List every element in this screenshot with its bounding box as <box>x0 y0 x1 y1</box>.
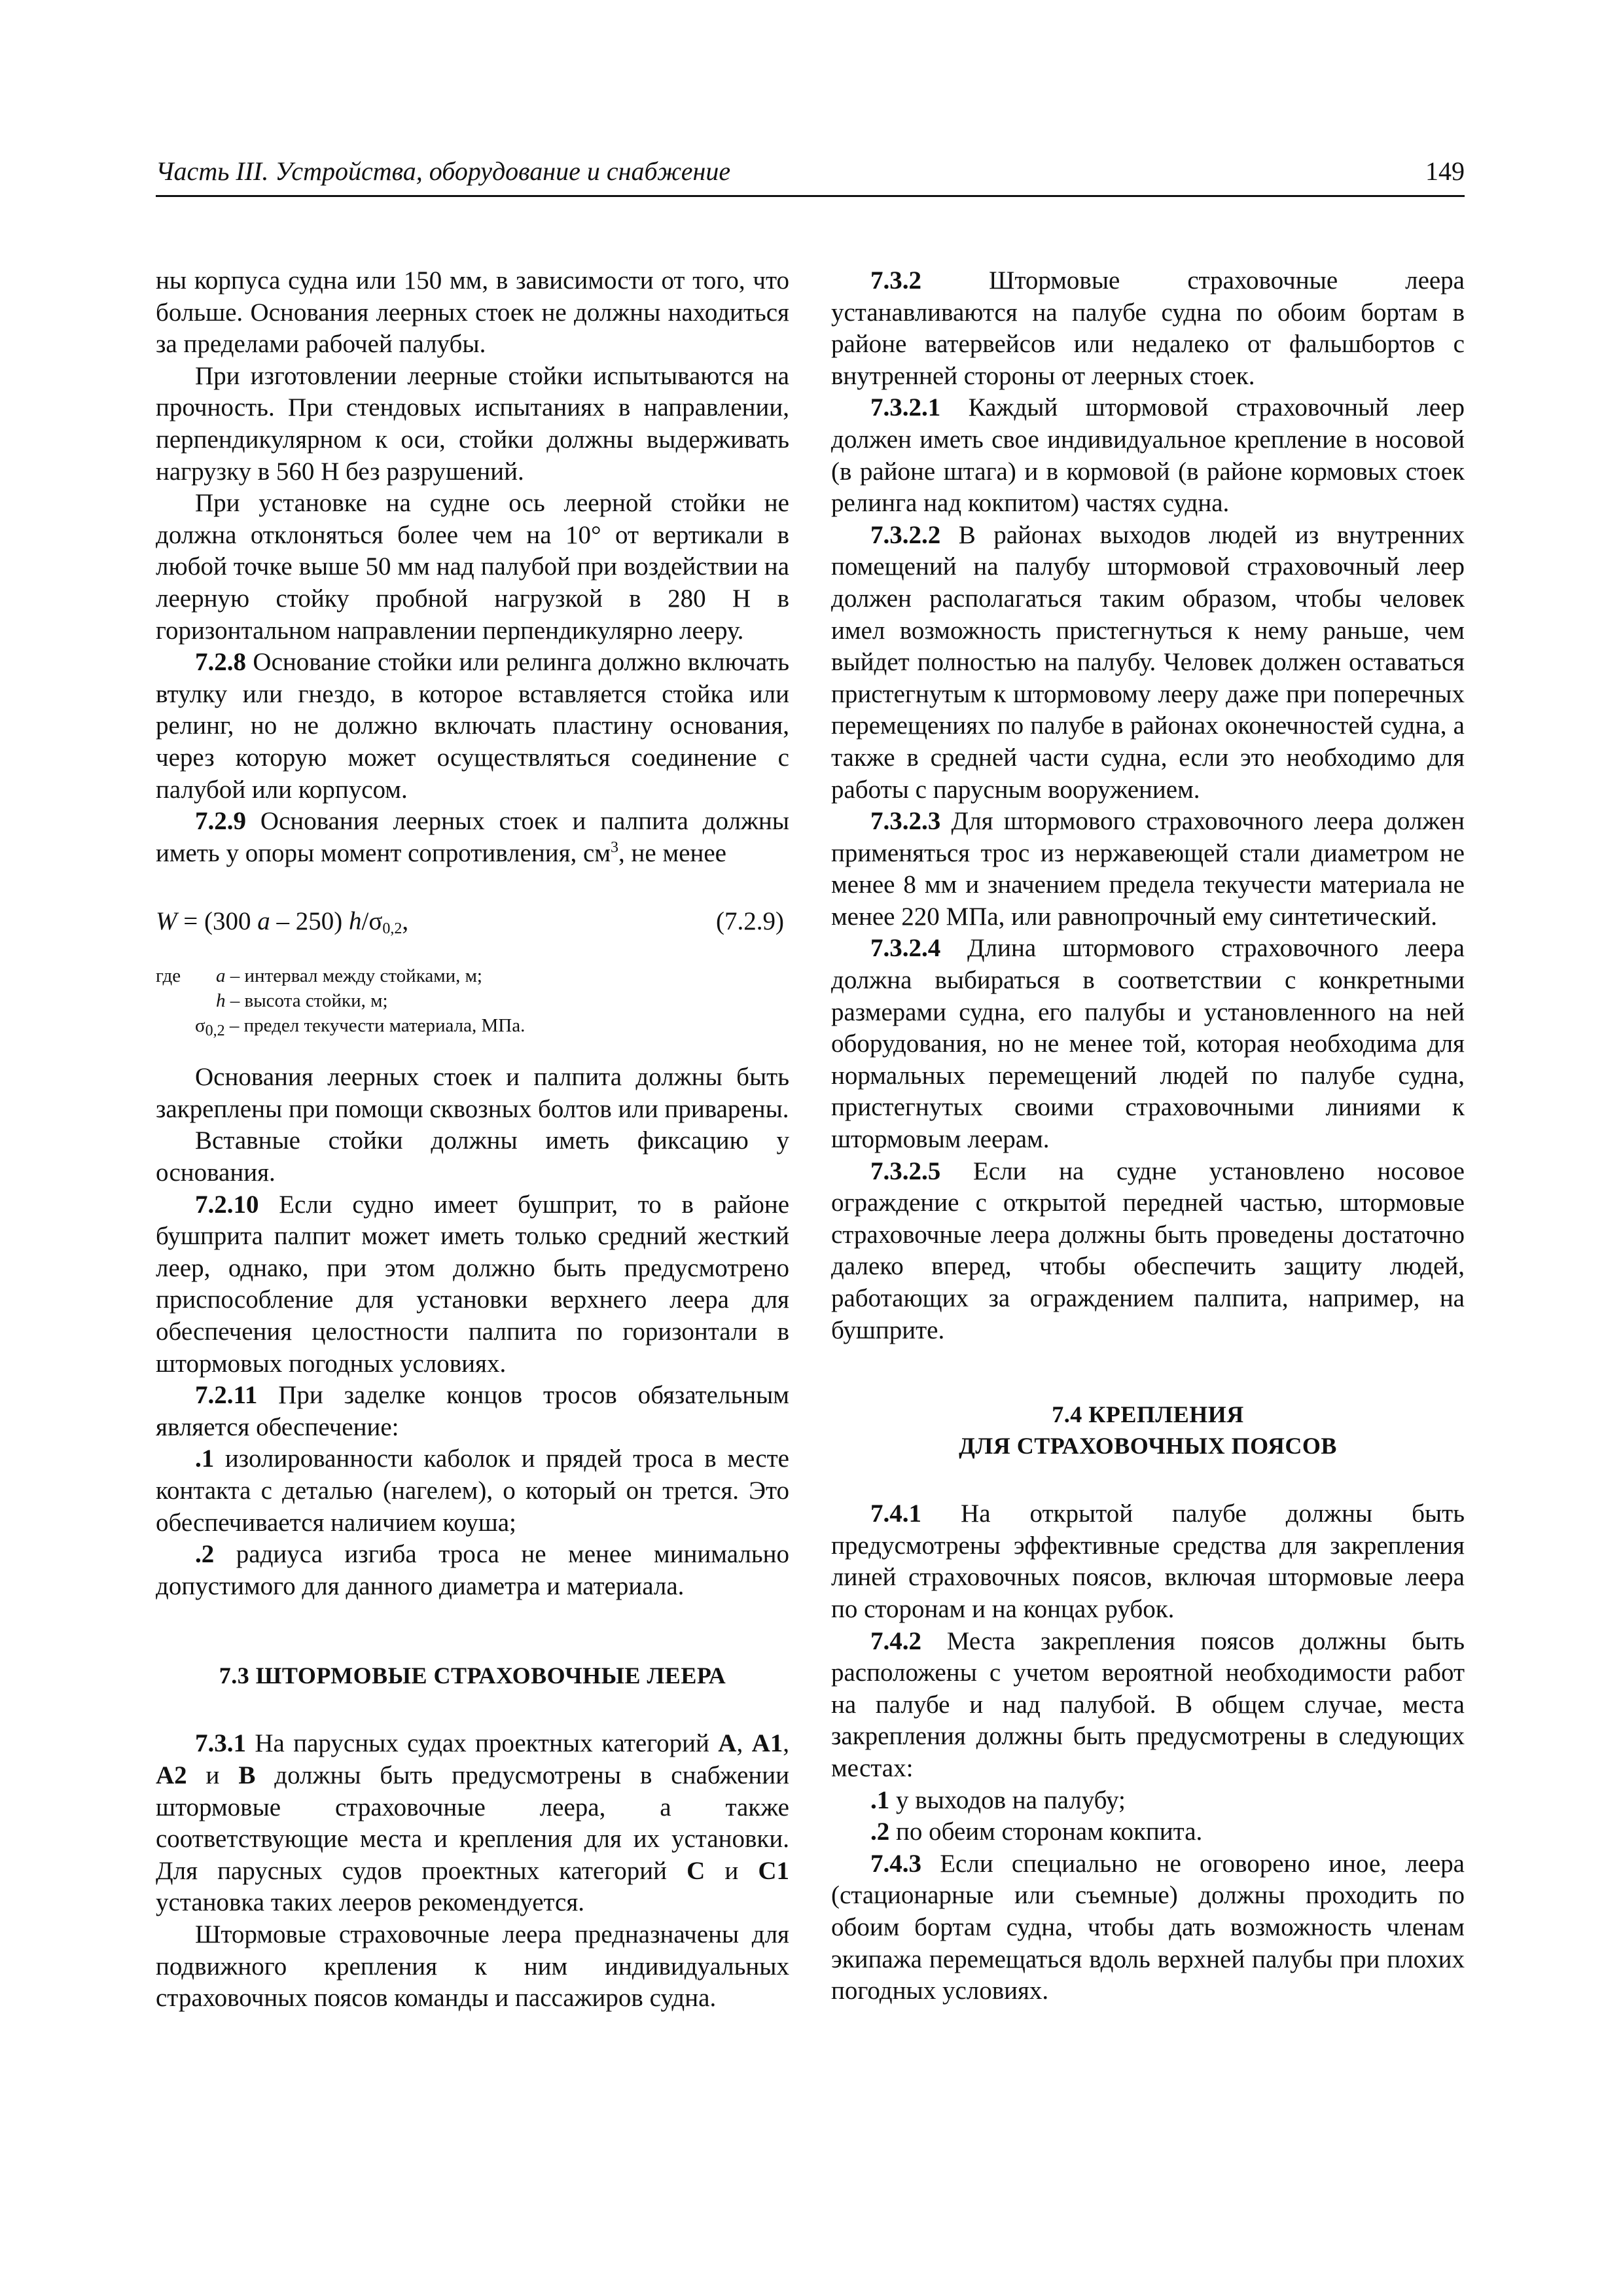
legend-symbol: h <box>216 990 226 1012</box>
list-item <box>831 1816 1465 1848</box>
formula-part: , <box>402 907 409 936</box>
clause-text: Если специально не оговорено иное, леера (стационарные или съемные) должны проходить по обоим бортам судна, чтобы дать возможность членам экипажа перемещаться вдоль верхней палубы при плохих погодных условиях. <box>831 1849 1465 2005</box>
clause-number: 7.3.1 <box>195 1729 246 1758</box>
clause-text: Места закрепления поясов должны быть расположены с учетом вероятной необходимости работ на палубе и над палубой. В общем случае, места закрепления должны быть предусмотрены в следующих местах: <box>831 1626 1465 1782</box>
paragraph-7-4-3 <box>831 1848 1465 2007</box>
formula-legend <box>156 963 789 1038</box>
clause-number: 7.2.9 <box>195 807 246 836</box>
list-item <box>156 1539 789 1602</box>
clause-text: Штормовые страховочные леера устанавливаются на палубе судна по обоим бортам в районе ватервейсов или недалеко от фальшбортов с внутренней стороны от леерных стоек. <box>831 266 1465 390</box>
section-heading-7-4 <box>831 1399 1465 1462</box>
item-number: .1 <box>195 1444 215 1473</box>
item-number: .1 <box>870 1785 890 1814</box>
paragraph-7-2-11 <box>156 1380 789 1443</box>
clause-text: На открытой палубе должны быть предусмотрены эффективные средства для закрепления линей страховочных поясов, включая штормовые леера по сторонам и на концах рубок. <box>831 1499 1465 1623</box>
paragraph-7-3-2-2 <box>831 520 1465 806</box>
running-header <box>156 153 1465 197</box>
clause-text: и <box>187 1761 239 1789</box>
clause-number: 7.4.3 <box>870 1849 921 1878</box>
clause-text: Для штормового страховочного леера должен применяться трос из нержавеющей стали диаметром не менее 8 мм и значением предела текучести материала не менее 220 МПа, или равнопрочный ему синтетический. <box>831 807 1465 931</box>
header-title: Часть III. Устройства, оборудование и снабжение <box>156 156 731 186</box>
list-item <box>156 1443 789 1539</box>
clause-number: 7.3.2 <box>870 266 921 295</box>
clause-text: Если на судне установлено носовое ограждение с открытой передней частью, штормовые страховочные леера должны быть проведены достаточно далеко вперед, чтобы обеспечить защиту людей, работающих за ограждением палпита, например, на бушприте. <box>831 1157 1465 1344</box>
legend-subscript: 0,2 <box>205 1022 225 1040</box>
superscript: 3 <box>611 838 619 856</box>
paragraph-7-2-10 <box>156 1189 789 1380</box>
formula-expression <box>156 906 408 938</box>
paragraph-7-3-2-3 <box>831 806 1465 933</box>
clause-text: , <box>736 1729 752 1758</box>
clause-number: 7.4.1 <box>870 1499 921 1528</box>
formula-7-2-9 <box>156 906 789 937</box>
paragraph-7-2-9 <box>156 806 789 869</box>
paragraph-7-4-2 <box>831 1626 1465 1785</box>
formula-symbol: W <box>156 907 177 936</box>
clause-number: 7.2.8 <box>195 648 246 677</box>
item-number: .2 <box>870 1818 890 1846</box>
list-item <box>831 1785 1465 1817</box>
clause-text: должны быть предусмотрены в снабжении штормовые страховочные леера, а также соответствующие места и крепления для их установки. Для парусных судов проектных категорий <box>156 1761 789 1885</box>
paragraph: ны корпуса судна или 150 мм, в зависимости от того, что больше. Основания леерных стоек не должны находиться за пределами рабочей палубы. <box>156 266 789 359</box>
legend-symbol: σ <box>195 1015 205 1037</box>
clause-text: При заделке концов тросов обязательным является обеспечение: <box>156 1381 789 1441</box>
clause-number: 7.2.10 <box>195 1190 259 1219</box>
clause-text: На парусных судах проектных категорий <box>246 1729 719 1758</box>
paragraph-7-3-1 <box>156 1728 789 1919</box>
legend-text: – интервал между стойками, м; <box>225 965 482 987</box>
legend-lead: где <box>156 965 181 987</box>
item-text: изолированности каболок и прядей троса в месте контакта с деталью (нагелем), о который он трется. Это обеспечивается наличием коуша; <box>156 1444 789 1537</box>
formula-part: – 250) <box>270 907 349 936</box>
item-number: .2 <box>195 1540 215 1569</box>
clause-text: , не менее <box>618 838 726 867</box>
legend-symbol: a <box>216 965 226 987</box>
right-column <box>831 265 1465 2007</box>
category-label: А1 <box>751 1729 783 1758</box>
left-column <box>156 265 789 2015</box>
paragraph-7-3-2-4 <box>831 933 1465 1155</box>
clause-number: 7.3.2.5 <box>870 1157 941 1185</box>
paragraph-7-4-1 <box>831 1498 1465 1625</box>
formula-subscript: 0,2 <box>382 920 402 938</box>
clause-text: Если судно имеет бушприт, то в районе бушприта палпит может иметь только средний жесткий леер, однако, при этом должно быть предусмотрено приспособление для установки верхнего леера для обеспечения целостности палпита по горизонтали в штормовых погодных условиях. <box>156 1190 789 1378</box>
paragraph-7-3-2-5 <box>831 1156 1465 1347</box>
category-label: А2 <box>156 1761 187 1789</box>
heading-line: 7.4 КРЕПЛЕНИЯ <box>1052 1401 1244 1428</box>
clause-text: и <box>705 1856 758 1885</box>
formula-symbol: a <box>257 907 270 936</box>
clause-number: 7.3.2.1 <box>870 393 941 422</box>
clause-text: Каждый штормовой страховочный леер должен иметь свое индивидуальное крепление в носовой (в районе штага) и в кормовой (в районе кормовых стоек релинга над кокпитом) частях судна. <box>831 393 1465 518</box>
category-label: С <box>687 1856 705 1885</box>
legend-row <box>156 963 789 988</box>
clause-number: 7.3.2.2 <box>870 520 941 549</box>
heading-line: ДЛЯ СТРАХОВОЧНЫХ ПОЯСОВ <box>959 1433 1337 1460</box>
clause-text: установка таких лееров рекомендуется. <box>156 1888 585 1917</box>
equation-number: (7.2.9) <box>716 907 784 936</box>
formula-symbol: h <box>348 907 362 936</box>
legend-text: – высота стойки, м; <box>225 990 388 1012</box>
paragraph: Вставные стойки должны иметь фиксацию у основания. <box>156 1126 789 1187</box>
paragraph: Основания леерных стоек и палпита должны быть закреплены при помощи сквозных болтов или приварены. <box>156 1063 789 1123</box>
item-text: по обеим сторонам кокпита. <box>889 1818 1203 1846</box>
clause-number: 7.3.2.3 <box>870 807 941 836</box>
paragraph-7-3-2 <box>831 265 1465 392</box>
legend-row <box>156 988 789 1013</box>
formula-part: = (300 <box>177 907 258 936</box>
paragraph-7-2-8 <box>156 647 789 806</box>
item-text: радиуса изгиба троса не менее минимально допустимого для данного диаметра и материала. <box>156 1540 789 1600</box>
legend-row <box>156 1013 789 1038</box>
paragraph: При изготовлении леерные стойки испытываются на прочность. При стендовых испытаниях в направлении, перпендикулярном к оси, стойки должны выдерживать нагрузку в 560 Н без разрушений. <box>156 361 789 486</box>
item-text: у выходов на палубу; <box>889 1785 1126 1814</box>
category-label: В <box>238 1761 256 1789</box>
paragraph-7-3-2-1 <box>831 392 1465 519</box>
clause-text: Длина штормового страховочного леера должна выбираться в соответствии с конкретными размерами судна, его палубы и установленного на ней оборудования, но не менее той, которая необходима для нормальных перемещений людей по палубе судна, пристегнутых своими страховочными линиями к штормовым леерам. <box>831 934 1465 1154</box>
category-label: С1 <box>758 1856 790 1885</box>
clause-number: 7.2.11 <box>195 1381 258 1410</box>
paragraph: Штормовые страховочные леера предназначены для подвижного крепления к ним индивидуальных страховочных поясов команды и пассажиров судна. <box>156 1920 789 2013</box>
clause-number: 7.3.2.4 <box>870 934 941 963</box>
formula-part: /σ <box>361 907 383 936</box>
section-heading-7-3: 7.3 ШТОРМОВЫЕ СТРАХОВОЧНЫЕ ЛЕЕРА <box>219 1662 726 1689</box>
category-label: А <box>718 1729 737 1758</box>
clause-number: 7.4.2 <box>870 1626 921 1655</box>
clause-text: Основание стойки или релинга должно включать втулку или гнездо, в которое вставляется стойка или релинг, но не должно включать пластину основания, через которую может осуществляться соединение с палубой или корпусом. <box>156 648 789 804</box>
clause-text: В районах выходов людей из внутренних помещений на палубу штормовой страховочный леер должен располагаться таким образом, чтобы человек имел возможность пристегнуться к нему раньше, чем выйдет полностью на палубу. Человек должен оставаться пристегнутым к штормовому лееру даже при поперечных перемещениях по палубе в районах оконечностей судна, а также в средней части судна, если это необходимо для работы с парусным вооружением. <box>831 520 1465 804</box>
page-number: 149 <box>1425 156 1465 186</box>
clause-text: Основания леерных стоек и палпита должны иметь у опоры момент сопротивления, см <box>156 807 789 867</box>
paragraph: При установке на судне ось леерной стойки не должна отклоняться более чем на 10° от вертикали в любой точке выше 50 мм над палубой при воздействии на леерную стойку пробной нагрузкой в 280 Н в горизонтальном направлении перпендикулярно лееру. <box>156 489 789 645</box>
legend-text: – предел текучести материала, МПа. <box>224 1015 526 1037</box>
clause-text: , <box>783 1729 790 1758</box>
